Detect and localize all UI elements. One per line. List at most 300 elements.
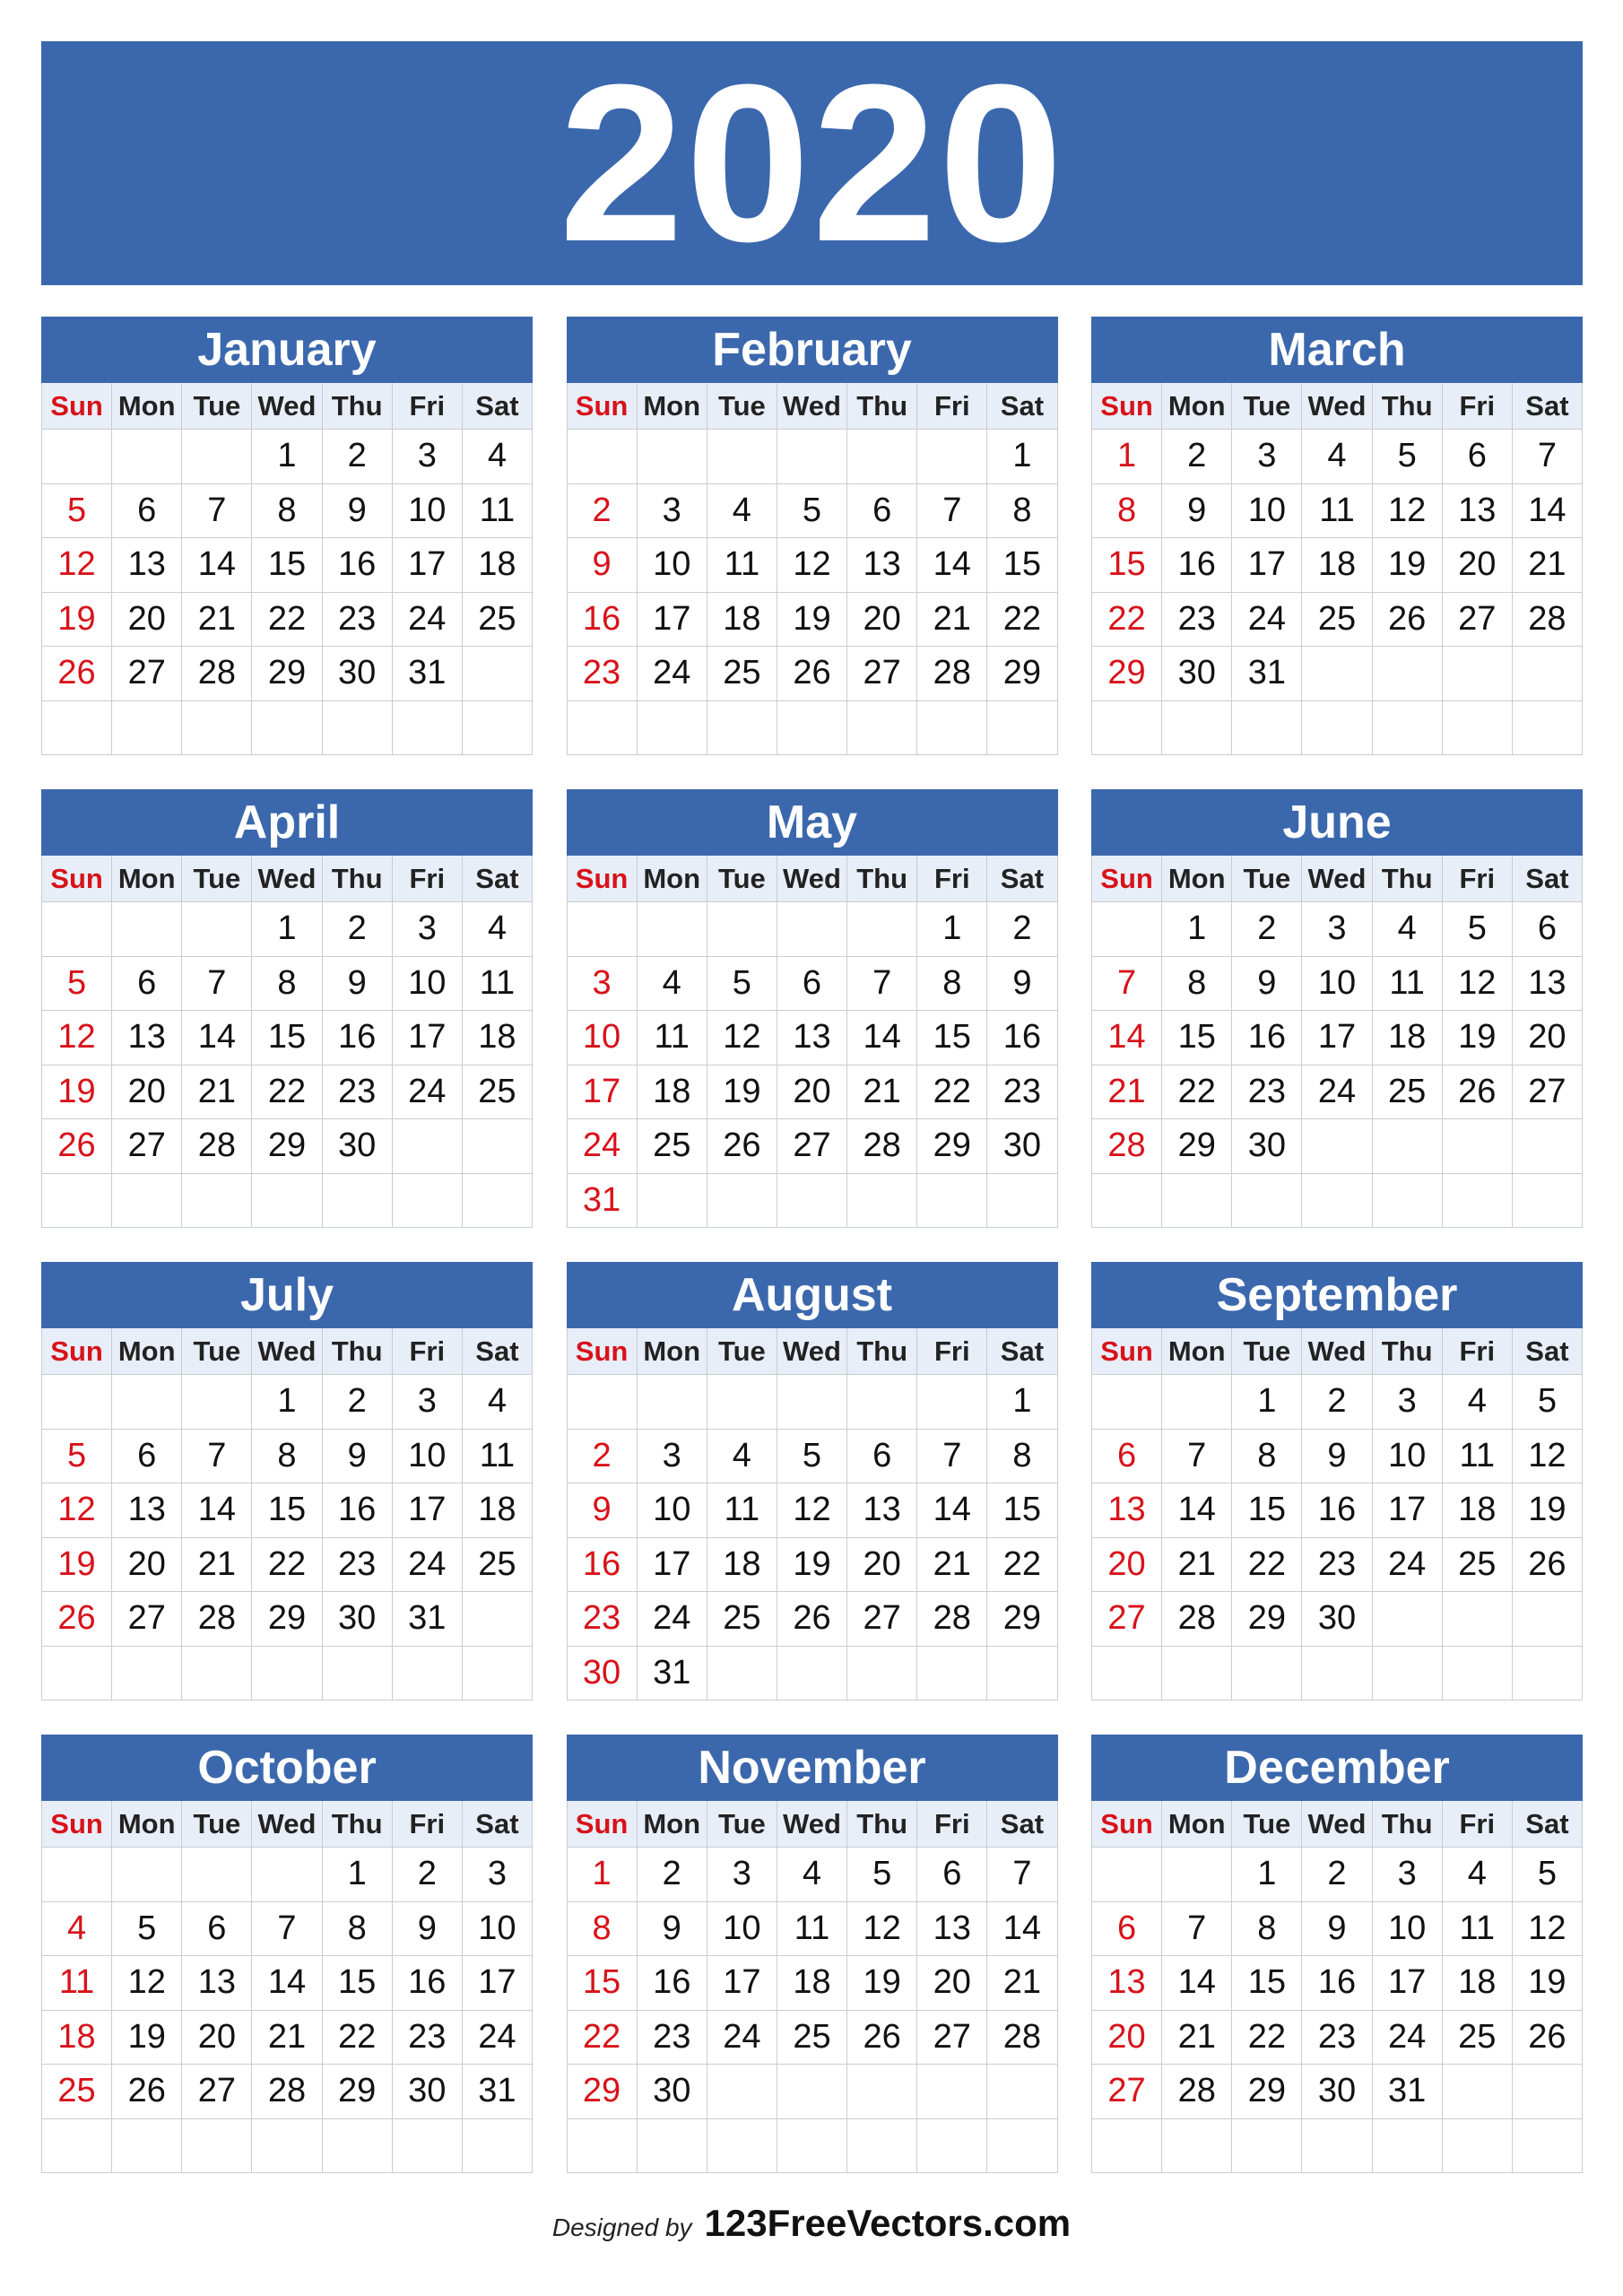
day-cell: 25	[1443, 1538, 1513, 1593]
day-cell: 30	[1232, 1119, 1302, 1174]
weekday-label: Sat	[1513, 1801, 1583, 1848]
empty-day-cell	[847, 1174, 917, 1229]
weekday-label: Fri	[1443, 1328, 1513, 1375]
weekday-label: Sat	[463, 856, 533, 902]
day-cell: 29	[1092, 647, 1162, 701]
weekday-label: Mon	[638, 1328, 707, 1375]
empty-day-cell	[847, 701, 917, 756]
weekday-label: Thu	[847, 856, 917, 902]
empty-day-cell	[463, 2119, 533, 2174]
empty-day-cell	[707, 1647, 777, 1701]
day-cell: 6	[777, 957, 847, 1012]
empty-day-cell	[847, 1375, 917, 1430]
day-cell: 5	[42, 957, 112, 1012]
empty-day-cell	[777, 1375, 847, 1430]
empty-day-cell	[42, 701, 112, 756]
months-grid	[41, 317, 1583, 2175]
day-cell: 2	[1232, 902, 1302, 957]
weekday-label: Thu	[847, 383, 917, 430]
empty-day-cell	[707, 430, 777, 484]
day-cell: 29	[1162, 1119, 1232, 1174]
day-cell: 10	[393, 1430, 463, 1484]
month-title: September	[1091, 1262, 1583, 1328]
day-cell: 15	[1232, 1956, 1302, 2011]
empty-day-cell	[112, 430, 182, 484]
day-cell: 30	[323, 647, 393, 701]
empty-day-cell	[42, 2119, 112, 2174]
empty-day-cell	[777, 902, 847, 957]
day-cell: 6	[1092, 1430, 1162, 1484]
day-cell: 28	[847, 1119, 917, 1174]
day-cell: 27	[112, 1119, 182, 1174]
day-cell: 6	[1092, 1902, 1162, 1957]
day-cell: 16	[1302, 1483, 1372, 1538]
month-title: November	[567, 1735, 1058, 1801]
weekday-header-row	[567, 1328, 1058, 1375]
day-cell: 18	[1443, 1483, 1513, 1538]
day-cell: 7	[252, 1902, 322, 1957]
day-cell: 16	[568, 593, 638, 648]
empty-day-cell	[182, 2119, 252, 2174]
empty-day-cell	[112, 701, 182, 756]
empty-day-cell	[917, 1375, 987, 1430]
day-cell: 30	[393, 2065, 463, 2119]
day-grid	[41, 902, 533, 1228]
day-cell: 8	[252, 1430, 322, 1484]
empty-day-cell	[638, 1174, 707, 1229]
weekday-label: Mon	[112, 383, 182, 430]
day-cell: 17	[393, 1483, 463, 1538]
empty-day-cell	[707, 902, 777, 957]
day-cell: 22	[568, 2011, 638, 2066]
day-cell: 14	[917, 1483, 987, 1538]
weekday-label: Fri	[393, 1801, 463, 1848]
empty-day-cell	[638, 430, 707, 484]
day-cell: 3	[1373, 1848, 1443, 1902]
empty-day-cell	[777, 2119, 847, 2174]
day-cell: 23	[1232, 1065, 1302, 1120]
empty-day-cell	[463, 1647, 533, 1701]
weekday-label: Tue	[1232, 383, 1302, 430]
day-cell: 24	[1302, 1065, 1372, 1120]
month-title: June	[1091, 789, 1583, 856]
day-cell: 25	[463, 1065, 533, 1120]
empty-day-cell	[182, 701, 252, 756]
day-cell: 28	[1092, 1119, 1162, 1174]
weekday-label: Wed	[777, 856, 847, 902]
day-cell: 24	[393, 593, 463, 648]
day-cell: 12	[1513, 1902, 1583, 1957]
day-cell: 22	[252, 1538, 322, 1593]
empty-day-cell	[1302, 701, 1372, 756]
day-cell: 2	[987, 902, 1057, 957]
weekday-label: Wed	[1302, 1801, 1372, 1848]
day-cell: 26	[847, 2011, 917, 2066]
empty-day-cell	[917, 1174, 987, 1229]
empty-day-cell	[1443, 2065, 1513, 2119]
day-cell: 27	[112, 647, 182, 701]
day-cell: 29	[568, 2065, 638, 2119]
day-cell: 20	[847, 1538, 917, 1593]
empty-day-cell	[917, 430, 987, 484]
day-cell: 29	[987, 647, 1057, 701]
empty-day-cell	[393, 1174, 463, 1229]
day-cell: 17	[707, 1956, 777, 2011]
day-cell: 31	[1232, 647, 1302, 701]
empty-day-cell	[182, 1848, 252, 1902]
day-cell: 26	[1373, 593, 1443, 648]
day-cell: 8	[987, 1430, 1057, 1484]
day-cell: 3	[1232, 430, 1302, 484]
day-cell: 4	[1443, 1375, 1513, 1430]
day-cell: 8	[1232, 1902, 1302, 1957]
day-cell: 7	[1092, 957, 1162, 1012]
day-cell: 17	[463, 1956, 533, 2011]
weekday-label: Thu	[847, 1328, 917, 1375]
month-title: August	[567, 1262, 1058, 1328]
weekday-label: Sat	[987, 1801, 1057, 1848]
day-cell: 17	[393, 538, 463, 593]
day-cell: 3	[638, 1430, 707, 1484]
empty-day-cell	[393, 1119, 463, 1174]
empty-day-cell	[323, 701, 393, 756]
day-cell: 5	[847, 1848, 917, 1902]
weekday-label: Thu	[323, 856, 393, 902]
weekday-label: Fri	[1443, 856, 1513, 902]
day-cell: 22	[323, 2011, 393, 2066]
day-cell: 8	[987, 484, 1057, 539]
day-cell: 27	[182, 2065, 252, 2119]
month-november	[567, 1735, 1058, 2175]
day-cell: 18	[463, 538, 533, 593]
day-cell: 2	[323, 430, 393, 484]
empty-day-cell	[707, 2065, 777, 2119]
empty-day-cell	[1302, 1174, 1372, 1229]
day-cell: 25	[777, 2011, 847, 2066]
empty-day-cell	[707, 701, 777, 756]
empty-day-cell	[777, 1647, 847, 1701]
empty-day-cell	[42, 430, 112, 484]
empty-day-cell	[463, 701, 533, 756]
month-title: February	[567, 317, 1058, 383]
day-cell: 23	[323, 1538, 393, 1593]
year-title: 2020	[559, 38, 1065, 288]
day-cell: 11	[463, 484, 533, 539]
day-cell: 16	[1232, 1011, 1302, 1065]
day-cell: 4	[1373, 902, 1443, 957]
empty-day-cell	[463, 1592, 533, 1647]
empty-day-cell	[1162, 1647, 1232, 1701]
month-september	[1091, 1262, 1583, 1702]
day-cell: 24	[463, 2011, 533, 2066]
day-cell: 26	[1513, 2011, 1583, 2066]
weekday-label: Sat	[1513, 383, 1583, 430]
weekday-label: Sun	[1092, 383, 1162, 430]
day-cell: 15	[323, 1956, 393, 2011]
empty-day-cell	[777, 2065, 847, 2119]
day-cell: 24	[1373, 2011, 1443, 2066]
day-cell: 15	[252, 538, 322, 593]
empty-day-cell	[917, 701, 987, 756]
day-cell: 15	[252, 1483, 322, 1538]
day-cell: 26	[112, 2065, 182, 2119]
day-cell: 23	[568, 647, 638, 701]
weekday-label: Tue	[182, 383, 252, 430]
empty-day-cell	[1513, 1119, 1583, 1174]
weekday-label: Tue	[707, 1801, 777, 1848]
day-cell: 7	[182, 1430, 252, 1484]
day-cell: 25	[638, 1119, 707, 1174]
day-cell: 17	[638, 593, 707, 648]
day-cell: 28	[917, 1592, 987, 1647]
empty-day-cell	[393, 701, 463, 756]
day-cell: 25	[707, 647, 777, 701]
empty-day-cell	[1302, 1119, 1372, 1174]
day-cell: 14	[987, 1902, 1057, 1957]
month-title: January	[41, 317, 533, 383]
day-cell: 21	[1092, 1065, 1162, 1120]
day-cell: 24	[638, 647, 707, 701]
empty-day-cell	[1443, 701, 1513, 756]
day-cell: 16	[393, 1956, 463, 2011]
day-cell: 24	[638, 1592, 707, 1647]
day-cell: 3	[1302, 902, 1372, 957]
day-cell: 11	[1373, 957, 1443, 1012]
weekday-label: Thu	[847, 1801, 917, 1848]
weekday-label: Tue	[707, 383, 777, 430]
empty-day-cell	[917, 2119, 987, 2174]
weekday-label: Fri	[917, 1328, 987, 1375]
day-cell: 14	[182, 1011, 252, 1065]
day-cell: 29	[917, 1119, 987, 1174]
empty-day-cell	[1443, 647, 1513, 701]
day-cell: 16	[323, 1011, 393, 1065]
weekday-label: Sun	[42, 383, 112, 430]
weekday-label: Mon	[1162, 1328, 1232, 1375]
weekday-label: Sun	[1092, 1801, 1162, 1848]
day-cell: 13	[1513, 957, 1583, 1012]
day-cell: 4	[42, 1902, 112, 1957]
empty-day-cell	[1443, 1592, 1513, 1647]
day-cell: 5	[1513, 1375, 1583, 1430]
day-cell: 8	[568, 1902, 638, 1957]
empty-day-cell	[1443, 2119, 1513, 2174]
weekday-label: Sun	[1092, 856, 1162, 902]
day-cell: 20	[182, 2011, 252, 2066]
day-cell: 29	[252, 1119, 322, 1174]
day-cell: 1	[987, 430, 1057, 484]
day-cell: 30	[1302, 2065, 1372, 2119]
day-cell: 21	[847, 1065, 917, 1120]
empty-day-cell	[638, 902, 707, 957]
weekday-label: Fri	[917, 1801, 987, 1848]
empty-day-cell	[917, 2065, 987, 2119]
day-grid	[567, 1375, 1058, 1700]
day-cell: 8	[323, 1902, 393, 1957]
empty-day-cell	[568, 1375, 638, 1430]
empty-day-cell	[112, 2119, 182, 2174]
empty-day-cell	[112, 1647, 182, 1701]
day-cell: 3	[638, 484, 707, 539]
day-cell: 22	[1232, 2011, 1302, 2066]
weekday-label: Sun	[42, 1328, 112, 1375]
empty-day-cell	[252, 1647, 322, 1701]
day-cell: 24	[568, 1119, 638, 1174]
weekday-label: Fri	[393, 1328, 463, 1375]
day-cell: 10	[393, 484, 463, 539]
month-may	[567, 789, 1058, 1230]
empty-day-cell	[252, 2119, 322, 2174]
day-cell: 8	[1232, 1430, 1302, 1484]
day-cell: 3	[393, 902, 463, 957]
empty-day-cell	[182, 1174, 252, 1229]
day-cell: 13	[1092, 1483, 1162, 1538]
month-june	[1091, 789, 1583, 1230]
weekday-label: Tue	[1232, 856, 1302, 902]
day-cell: 24	[707, 2011, 777, 2066]
empty-day-cell	[638, 2119, 707, 2174]
empty-day-cell	[777, 430, 847, 484]
weekday-header-row	[567, 856, 1058, 902]
month-title: July	[41, 1262, 533, 1328]
empty-day-cell	[638, 1375, 707, 1430]
day-cell: 9	[1232, 957, 1302, 1012]
empty-day-cell	[1092, 1375, 1162, 1430]
day-cell: 1	[1232, 1375, 1302, 1430]
empty-day-cell	[1513, 1647, 1583, 1701]
weekday-label: Tue	[182, 1801, 252, 1848]
day-cell: 23	[1302, 1538, 1372, 1593]
empty-day-cell	[42, 1174, 112, 1229]
empty-day-cell	[182, 1647, 252, 1701]
day-cell: 18	[777, 1956, 847, 2011]
day-cell: 14	[847, 1011, 917, 1065]
day-cell: 14	[1092, 1011, 1162, 1065]
day-cell: 9	[393, 1902, 463, 1957]
empty-day-cell	[568, 430, 638, 484]
day-cell: 30	[323, 1119, 393, 1174]
weekday-label: Sat	[463, 1328, 533, 1375]
day-cell: 6	[182, 1902, 252, 1957]
day-cell: 10	[707, 1902, 777, 1957]
weekday-label: Wed	[1302, 383, 1372, 430]
day-cell: 22	[252, 1065, 322, 1120]
empty-day-cell	[112, 902, 182, 957]
day-cell: 5	[1373, 430, 1443, 484]
day-cell: 29	[1232, 1592, 1302, 1647]
day-cell: 23	[323, 593, 393, 648]
weekday-label: Mon	[638, 856, 707, 902]
empty-day-cell	[1232, 1174, 1302, 1229]
day-cell: 30	[323, 1592, 393, 1647]
empty-day-cell	[1162, 1174, 1232, 1229]
empty-day-cell	[847, 902, 917, 957]
empty-day-cell	[1162, 1375, 1232, 1430]
day-cell: 1	[987, 1375, 1057, 1430]
day-cell: 22	[987, 1538, 1057, 1593]
day-cell: 4	[463, 430, 533, 484]
day-cell: 26	[707, 1119, 777, 1174]
empty-day-cell	[252, 1848, 322, 1902]
day-cell: 17	[638, 1538, 707, 1593]
day-cell: 1	[917, 902, 987, 957]
day-cell: 11	[42, 1956, 112, 2011]
day-cell: 1	[252, 430, 322, 484]
weekday-header-row	[41, 856, 533, 902]
day-cell: 7	[917, 1430, 987, 1484]
day-cell: 16	[323, 538, 393, 593]
day-cell: 10	[393, 957, 463, 1012]
day-cell: 13	[112, 538, 182, 593]
day-cell: 25	[463, 593, 533, 648]
empty-day-cell	[1513, 701, 1583, 756]
weekday-label: Mon	[1162, 383, 1232, 430]
day-cell: 19	[42, 1538, 112, 1593]
day-cell: 14	[182, 1483, 252, 1538]
day-cell: 1	[1232, 1848, 1302, 1902]
weekday-label: Sat	[987, 856, 1057, 902]
day-cell: 19	[42, 593, 112, 648]
weekday-label: Tue	[1232, 1801, 1302, 1848]
day-cell: 18	[1302, 538, 1372, 593]
day-cell: 13	[777, 1011, 847, 1065]
empty-day-cell	[1092, 1174, 1162, 1229]
day-cell: 4	[1443, 1848, 1513, 1902]
empty-day-cell	[1162, 701, 1232, 756]
day-cell: 20	[1443, 538, 1513, 593]
empty-day-cell	[987, 701, 1057, 756]
weekday-label: Mon	[112, 1801, 182, 1848]
day-cell: 21	[1162, 2011, 1232, 2066]
empty-day-cell	[252, 701, 322, 756]
weekday-label: Mon	[1162, 856, 1232, 902]
day-grid	[41, 430, 533, 755]
day-cell: 15	[1092, 538, 1162, 593]
day-cell: 22	[1232, 1538, 1302, 1593]
day-cell: 10	[638, 1483, 707, 1538]
empty-day-cell	[112, 1174, 182, 1229]
weekday-label: Wed	[1302, 1328, 1372, 1375]
day-cell: 14	[1162, 1483, 1232, 1538]
day-cell: 26	[42, 1119, 112, 1174]
day-cell: 19	[707, 1065, 777, 1120]
day-cell: 9	[323, 484, 393, 539]
day-cell: 22	[987, 593, 1057, 648]
day-cell: 1	[568, 1848, 638, 1902]
empty-day-cell	[1373, 1174, 1443, 1229]
weekday-label: Thu	[1373, 383, 1443, 430]
day-cell: 21	[1162, 1538, 1232, 1593]
day-cell: 6	[847, 484, 917, 539]
day-cell: 15	[1162, 1011, 1232, 1065]
day-cell: 20	[1513, 1011, 1583, 1065]
day-cell: 20	[917, 1956, 987, 2011]
weekday-label: Thu	[1373, 1801, 1443, 1848]
day-cell: 9	[1162, 484, 1232, 539]
day-cell: 7	[1162, 1430, 1232, 1484]
weekday-label: Sun	[568, 1328, 638, 1375]
empty-day-cell	[1513, 1592, 1583, 1647]
day-cell: 7	[182, 957, 252, 1012]
weekday-header-row	[41, 383, 533, 430]
day-cell: 30	[1302, 1592, 1372, 1647]
day-cell: 12	[42, 538, 112, 593]
day-cell: 25	[707, 1592, 777, 1647]
weekday-label: Sun	[568, 856, 638, 902]
day-cell: 12	[777, 538, 847, 593]
weekday-label: Wed	[777, 1801, 847, 1848]
day-cell: 29	[987, 1592, 1057, 1647]
